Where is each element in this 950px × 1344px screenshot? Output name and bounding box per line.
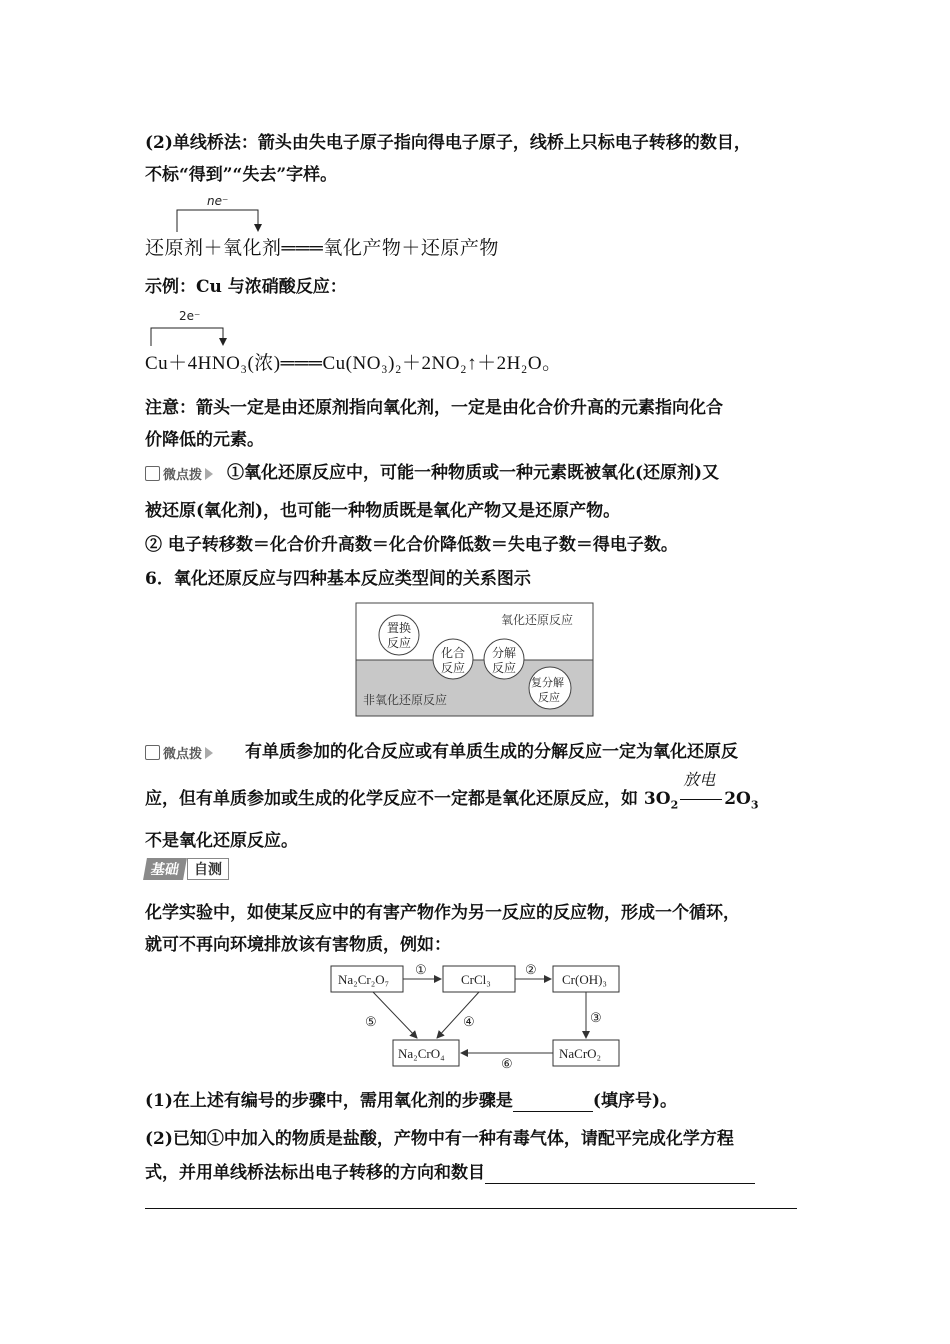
question2-line2: 式，并用单线桥法标出电子转移的方向和数目 [145,1163,485,1183]
box-croh3 [553,966,619,992]
tip2-line3: 不是氧化还原反应。 [145,831,298,851]
badge-part2: 自测 [187,858,229,880]
step-1: ① [415,962,427,977]
tip2-line2-prefix: 应，但有单质参加或生成的化学反应不一定都是氧化还原反应，如 3O [145,789,671,809]
combination-line2: 反应 [441,661,466,675]
chromium-cycle-diagram [325,960,625,1072]
tip2-sub-o3: 3 [750,798,759,812]
step-2: ② [525,962,537,977]
example-intro: 示例：Cu 与浓硝酸反应： [145,277,347,297]
step-6: ⑥ [501,1056,513,1071]
combination-circle [433,639,473,679]
step-4: ④ [463,1014,475,1029]
step-3: ③ [590,1010,602,1025]
double-decomposition-line1: 复分解 [531,676,564,689]
general-electron-label: ne⁻ [207,194,229,208]
tip1-line2: 被还原(氧化剂)，也可能一种物质既是氧化产物又是还原产物。 [145,501,621,521]
label-na2cro4: Na₂CrO₄ [398,1046,445,1061]
tip1-line1: ①氧化还原反应中，可能一种物质或一种元素既被氧化(还原剂)又 [227,463,720,483]
tip2-line1-row [145,737,738,762]
label-croh3: Cr(OH)₃ [562,972,607,987]
label-na2cr2o7: Na₂Cr₂O₇ [338,972,390,987]
pencil-icon [145,466,160,481]
question1-prefix: (1)在上述有编号的步骤中，需用氧化剂的步骤是 [145,1091,513,1111]
reaction-condition: 放电 [683,770,716,789]
question2-line2-row [145,1158,755,1184]
section6-heading: 6．氧化还原反应与四种基本反应类型间的关系图示 [145,569,531,589]
example-equation: Cu＋4HNO₃(浓)═══Cu(NO₃)₂＋2NO₂↑＋2H₂O。 [145,353,562,374]
example-electron-label: 2e⁻ [179,309,201,323]
reaction-condition-bar [680,770,722,800]
question1-row [145,1086,677,1112]
general-bridge-arrow [145,192,285,236]
note-line2: 价降低的元素。 [145,430,264,450]
question2-answer-blank-1[interactable] [485,1163,755,1184]
single-bridge-line2: 不标“得到”“失去”字样。 [145,165,338,185]
question1-answer-blank[interactable] [513,1091,593,1112]
double-decomposition-line2: 反应 [538,691,560,704]
non-redox-label: 非氧化还原反应 [363,693,448,707]
box-nacro2 [553,1040,619,1066]
redox-relationship-diagram [355,602,595,718]
pencil-icon [145,745,160,760]
combination-line1: 化合 [441,646,466,660]
double-decomposition-circle [529,667,571,709]
redox-label: 氧化还原反应 [501,613,574,627]
single-bridge-line1: (2)单线桥法：箭头由失电子原子指向得电子原子，线桥上只标电子转移的数目， [145,133,751,153]
box-crcl3 [443,966,515,992]
label-nacro2: NaCrO₂ [559,1046,602,1061]
displacement-line1: 置换 [387,621,412,635]
badge-part1: 基础 [143,858,187,880]
decomposition-line2: 反应 [492,661,517,675]
question1-suffix: (填序号)。 [592,1091,678,1111]
note-line1: 注意：箭头一定是由还原剂指向氧化剂，一定是由化合价升高的元素指向化合 [145,398,723,418]
question2-answer-blank-2[interactable] [145,1208,797,1209]
basic-self-test-badge [145,858,229,880]
tip1-line3: ② 电子转移数＝化合价升高数＝化合价降低数＝失电子数＝得电子数。 [145,535,678,555]
tip2-line2-row [145,770,759,812]
step-5: ⑤ [365,1014,377,1029]
triangle-icon [205,468,213,480]
general-equation: 还原剂＋氧化剂═══氧化产物＋还原产物 [145,238,499,259]
displacement-line2: 反应 [387,636,412,650]
tip2-label-badge [145,743,213,762]
triangle-icon [205,747,213,759]
tip2-line1: 有单质参加的化合反应或有单质生成的分解反应一定为氧化还原反 [245,742,739,762]
label-crcl3: CrCl₃ [461,972,491,987]
example-bridge-arrow [145,304,265,348]
tip1-label-badge [145,464,213,483]
question2-line1: (2)已知①中加入的物质是盐酸，产物中有一种有毒气体，请配平完成化学方程 [145,1129,734,1149]
box-na2cr2o7 [331,966,403,992]
tip1-label: 微点拨 [163,468,203,483]
displacement-circle [379,615,419,655]
tip2-sub-o2: 2 [670,798,679,812]
exercise-intro2: 就可不再向环境排放该有害物质，例如： [145,935,451,955]
box-na2cro4 [393,1040,459,1066]
exercise-intro1: 化学实验中，如使某反应中的有害产物作为另一反应的反应物，形成一个循环， [145,903,740,923]
tip1-line1-row [145,458,719,483]
decomposition-circle [484,639,524,679]
tip2-label: 微点拨 [163,747,203,762]
decomposition-line1: 分解 [492,646,517,660]
tip2-line2-suffix: 2O [724,789,751,809]
